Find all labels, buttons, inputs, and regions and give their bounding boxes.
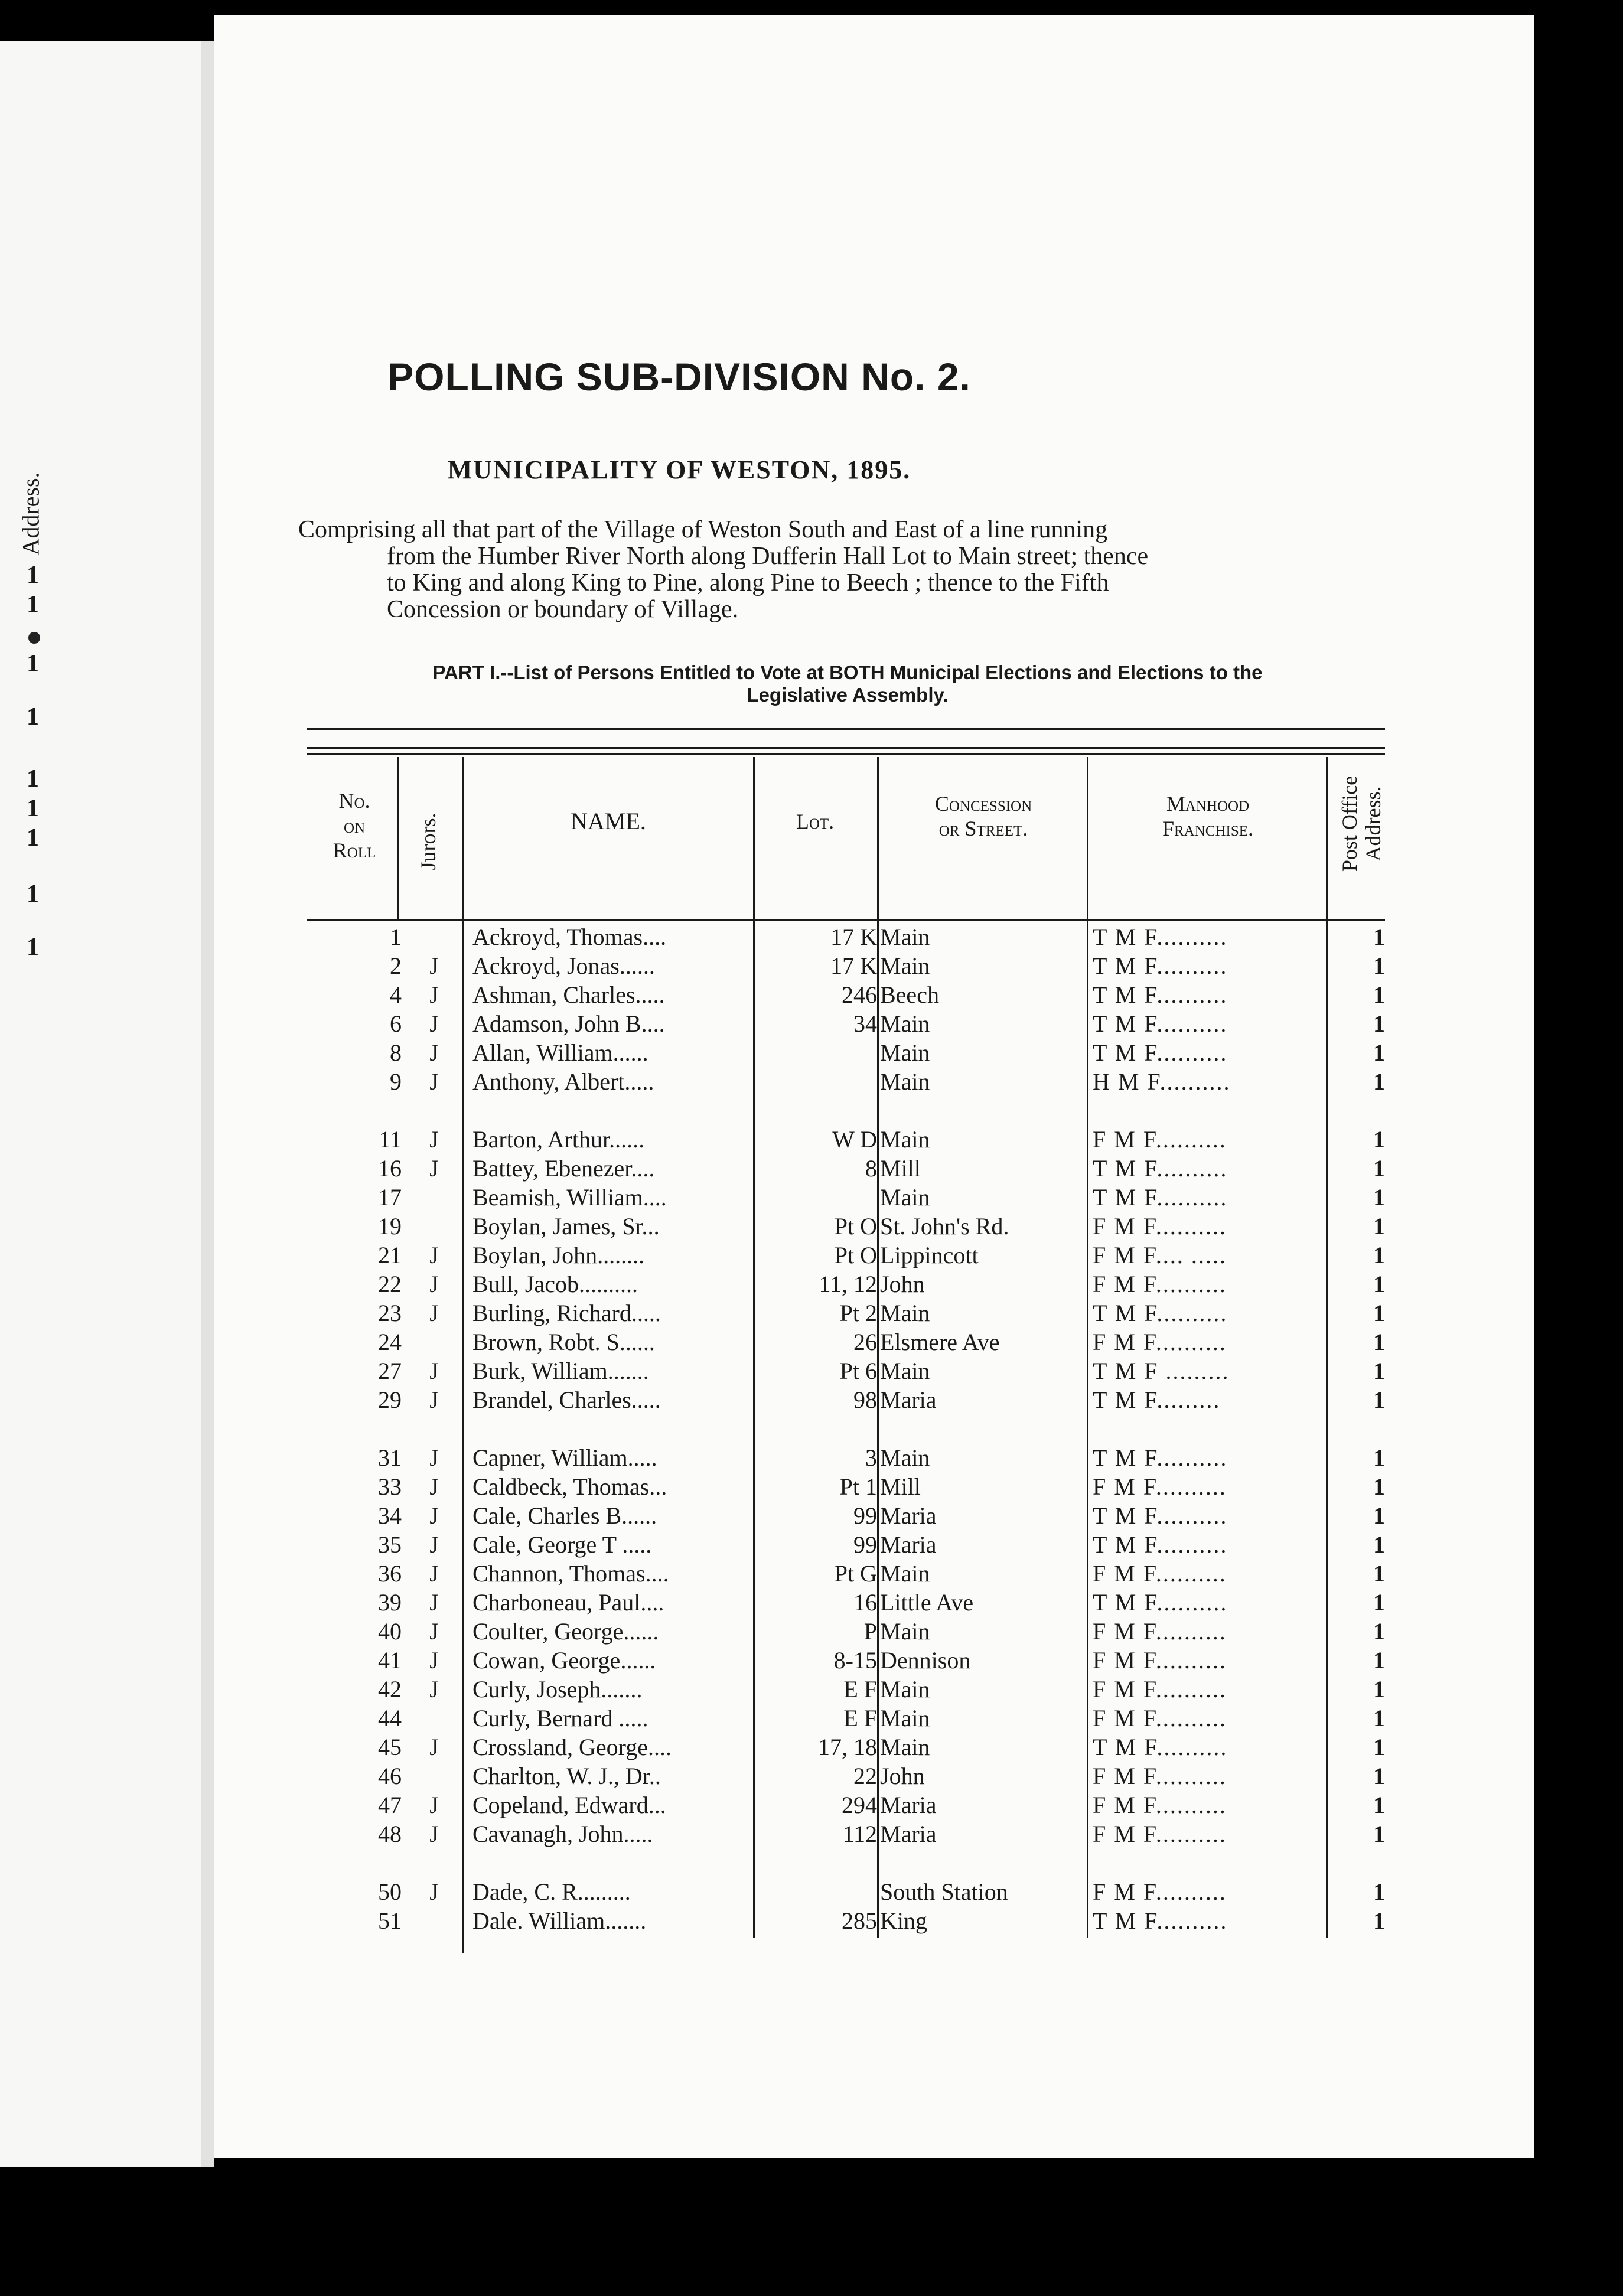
franchise-cell: F M F.......... bbox=[1093, 1329, 1227, 1355]
lot-cell: 22 bbox=[853, 1763, 877, 1789]
post-office-cell: 1 bbox=[1373, 924, 1385, 950]
street-cell: King bbox=[880, 1907, 927, 1934]
roll-number-cell: 9 bbox=[390, 1068, 402, 1095]
lot-cell: 8 bbox=[865, 1155, 877, 1182]
name-cell: Adamson, John B.... bbox=[472, 1010, 665, 1037]
juror-cell: J bbox=[429, 1734, 439, 1760]
table-top-rule bbox=[307, 728, 1385, 730]
page-title: POLLING SUB-DIVISION No. 2. bbox=[387, 355, 971, 399]
post-office-cell: 1 bbox=[1373, 1589, 1385, 1616]
franchise-cell: F M F.......... bbox=[1093, 1213, 1227, 1240]
name-cell: Allan, William...... bbox=[472, 1039, 648, 1066]
post-office-cell: 1 bbox=[1373, 1329, 1385, 1355]
street-cell: St. John's Rd. bbox=[880, 1213, 1009, 1240]
franchise-cell: F M F.......... bbox=[1093, 1878, 1227, 1905]
franchise-cell: T M F.......... bbox=[1093, 1300, 1228, 1326]
name-cell: Beamish, William.... bbox=[472, 1184, 667, 1211]
table-row bbox=[0, 1212, 1385, 1241]
lot-cell: 3 bbox=[865, 1444, 877, 1471]
street-cell: Main bbox=[880, 1444, 930, 1471]
lot-cell: 17 K bbox=[830, 953, 877, 979]
table-row bbox=[0, 1559, 1385, 1588]
table-row bbox=[0, 1067, 1385, 1096]
roll-number-cell: 17 bbox=[378, 1184, 402, 1211]
post-office-cell: 1 bbox=[1373, 1502, 1385, 1529]
juror-cell: J bbox=[429, 1647, 439, 1674]
name-cell: Curly, Joseph....... bbox=[472, 1676, 643, 1703]
lot-cell: 99 bbox=[853, 1531, 877, 1558]
roll-number-cell: 42 bbox=[378, 1676, 402, 1703]
name-cell: Burk, William....... bbox=[472, 1358, 649, 1384]
franchise-cell: F M F.......... bbox=[1093, 1126, 1227, 1153]
name-cell: Boylan, John........ bbox=[472, 1242, 645, 1268]
franchise-cell: F M F.......... bbox=[1093, 1763, 1227, 1789]
name-cell: Copeland, Edward... bbox=[472, 1792, 666, 1818]
roll-number-cell: 21 bbox=[378, 1242, 402, 1268]
post-office-cell: 1 bbox=[1373, 953, 1385, 979]
juror-cell: J bbox=[429, 1560, 439, 1587]
name-cell: Dale. William....... bbox=[472, 1907, 647, 1934]
name-cell: Cale, Charles B...... bbox=[472, 1502, 657, 1529]
table-row bbox=[0, 1270, 1385, 1299]
facing-page-number: 1 bbox=[27, 880, 39, 908]
col-header-no-on-roll: No. on Roll bbox=[333, 789, 376, 862]
table-row bbox=[0, 1906, 1385, 1935]
subdivision-description bbox=[298, 517, 1397, 623]
juror-cell: J bbox=[429, 1676, 439, 1703]
lot-cell: 99 bbox=[853, 1502, 877, 1529]
lot-cell: 16 bbox=[853, 1589, 877, 1616]
roll-number-cell: 29 bbox=[378, 1387, 402, 1413]
franchise-cell: T M F.......... bbox=[1093, 1184, 1228, 1211]
post-office-cell: 1 bbox=[1373, 1358, 1385, 1384]
franchise-cell: T M F.......... bbox=[1093, 1039, 1228, 1066]
facing-page-number: 1 bbox=[27, 703, 39, 730]
franchise-cell: F M F.......... bbox=[1093, 1676, 1227, 1703]
franchise-cell: T M F.......... bbox=[1093, 924, 1228, 950]
table-row bbox=[0, 1617, 1385, 1646]
juror-cell: J bbox=[429, 1473, 439, 1500]
facing-page-number: 1 bbox=[27, 562, 39, 589]
lot-cell: Pt 1 bbox=[839, 1473, 877, 1500]
lot-cell: Pt 2 bbox=[839, 1300, 877, 1326]
juror-cell: J bbox=[429, 1878, 439, 1905]
street-cell: Main bbox=[880, 1300, 930, 1326]
lot-cell: 285 bbox=[842, 1907, 877, 1934]
table-row bbox=[0, 1704, 1385, 1733]
post-office-cell: 1 bbox=[1373, 1444, 1385, 1471]
franchise-cell: F M F.......... bbox=[1093, 1647, 1227, 1674]
description-line: Concession or boundary of Village. bbox=[387, 596, 739, 623]
name-cell: Barton, Arthur...... bbox=[472, 1126, 645, 1153]
name-cell: Cale, George T ..... bbox=[472, 1531, 652, 1558]
roll-number-cell: 33 bbox=[378, 1473, 402, 1500]
col-header-post-office: Post Office Address. bbox=[1338, 775, 1385, 872]
roll-number-cell: 51 bbox=[378, 1907, 402, 1934]
lot-cell: 98 bbox=[853, 1387, 877, 1413]
post-office-cell: 1 bbox=[1373, 1126, 1385, 1153]
post-office-cell: 1 bbox=[1373, 1271, 1385, 1297]
juror-cell: J bbox=[429, 1068, 439, 1095]
table-row bbox=[0, 1125, 1385, 1154]
name-cell: Coulter, George...... bbox=[472, 1618, 659, 1645]
name-cell: Capner, William..... bbox=[472, 1444, 657, 1471]
table-row bbox=[0, 1530, 1385, 1559]
table-row bbox=[0, 1877, 1385, 1906]
roll-number-cell: 6 bbox=[390, 1010, 402, 1037]
franchise-cell: T M F.......... bbox=[1093, 981, 1228, 1008]
lot-cell: 294 bbox=[842, 1792, 877, 1818]
street-cell: Lippincott bbox=[880, 1242, 979, 1268]
table-row bbox=[0, 951, 1385, 980]
roll-number-cell: 1 bbox=[390, 924, 402, 950]
name-cell: Ashman, Charles..... bbox=[472, 981, 665, 1008]
col-header-franchise: Manhood Franchise. bbox=[1162, 792, 1254, 840]
table-row bbox=[0, 1819, 1385, 1848]
post-office-cell: 1 bbox=[1373, 981, 1385, 1008]
lot-cell: E F bbox=[843, 1676, 877, 1703]
post-office-cell: 1 bbox=[1373, 1242, 1385, 1268]
name-cell: Cavanagh, John..... bbox=[472, 1821, 653, 1847]
table-row bbox=[0, 1675, 1385, 1704]
juror-cell: J bbox=[429, 1618, 439, 1645]
franchise-cell: T M F.......... bbox=[1093, 1734, 1228, 1760]
street-cell: Main bbox=[880, 1560, 930, 1587]
lot-cell: 17, 18 bbox=[818, 1734, 877, 1760]
post-office-cell: 1 bbox=[1373, 1184, 1385, 1211]
juror-cell: J bbox=[429, 1155, 439, 1182]
name-cell: Brown, Robt. S...... bbox=[472, 1329, 655, 1355]
lot-cell: Pt G bbox=[834, 1560, 877, 1587]
street-cell: Main bbox=[880, 1358, 930, 1384]
juror-cell: J bbox=[429, 1792, 439, 1818]
name-cell: Bull, Jacob.......... bbox=[472, 1271, 638, 1297]
table-row bbox=[0, 1501, 1385, 1530]
street-cell: Main bbox=[880, 1734, 930, 1760]
lot-cell: 246 bbox=[842, 981, 877, 1008]
post-office-cell: 1 bbox=[1373, 1647, 1385, 1674]
column-divider bbox=[397, 757, 399, 919]
name-cell: Curly, Bernard ..... bbox=[472, 1705, 648, 1731]
post-office-cell: 1 bbox=[1373, 1213, 1385, 1240]
street-cell: Elsmere Ave bbox=[880, 1329, 1000, 1355]
post-office-cell: 1 bbox=[1373, 1705, 1385, 1731]
post-office-cell: 1 bbox=[1373, 1300, 1385, 1326]
roll-number-cell: 44 bbox=[378, 1705, 402, 1731]
roll-number-cell: 40 bbox=[378, 1618, 402, 1645]
ink-blot bbox=[28, 632, 40, 644]
table-row bbox=[0, 1299, 1385, 1328]
juror-cell: J bbox=[429, 1589, 439, 1616]
lot-cell: 26 bbox=[853, 1329, 877, 1355]
post-office-cell: 1 bbox=[1373, 1821, 1385, 1847]
header-bottom-rule bbox=[307, 919, 1385, 921]
table-top-rule bbox=[307, 747, 1385, 749]
roll-number-cell: 50 bbox=[378, 1878, 402, 1905]
table-row bbox=[0, 1241, 1385, 1270]
juror-cell: J bbox=[429, 953, 439, 979]
table-row bbox=[0, 1328, 1385, 1356]
roll-number-cell: 46 bbox=[378, 1763, 402, 1789]
franchise-cell: T M F.......... bbox=[1093, 1531, 1228, 1558]
name-cell: Crossland, George.... bbox=[472, 1734, 672, 1760]
post-office-cell: 1 bbox=[1373, 1473, 1385, 1500]
roll-number-cell: 39 bbox=[378, 1589, 402, 1616]
street-cell: Main bbox=[880, 1618, 930, 1645]
roll-number-cell: 23 bbox=[378, 1300, 402, 1326]
roll-number-cell: 22 bbox=[378, 1271, 402, 1297]
street-cell: Little Ave bbox=[880, 1589, 974, 1616]
post-office-cell: 1 bbox=[1373, 1387, 1385, 1413]
street-cell: Maria bbox=[880, 1502, 937, 1529]
juror-cell: J bbox=[429, 1821, 439, 1847]
table-row bbox=[0, 922, 1385, 951]
street-cell: Maria bbox=[880, 1387, 937, 1413]
table-row bbox=[0, 1009, 1385, 1038]
street-cell: John bbox=[880, 1271, 925, 1297]
post-office-cell: 1 bbox=[1373, 1068, 1385, 1095]
roll-number-cell: 19 bbox=[378, 1213, 402, 1240]
roll-number-cell: 24 bbox=[378, 1329, 402, 1355]
facing-page-number: 1 bbox=[27, 591, 39, 618]
name-cell: Burling, Richard..... bbox=[472, 1300, 661, 1326]
lot-cell: P bbox=[863, 1618, 877, 1645]
street-cell: Main bbox=[880, 1010, 930, 1037]
facing-page-number: 1 bbox=[27, 765, 39, 792]
street-cell: Mill bbox=[880, 1473, 921, 1500]
street-cell: Dennison bbox=[880, 1647, 971, 1674]
roll-number-cell: 16 bbox=[378, 1155, 402, 1182]
lot-cell: Pt O bbox=[834, 1242, 877, 1268]
franchise-cell: T M F.......... bbox=[1093, 1589, 1228, 1616]
street-cell: Main bbox=[880, 953, 930, 979]
street-cell: Main bbox=[880, 1184, 930, 1211]
franchise-cell: F M F.......... bbox=[1093, 1618, 1227, 1645]
roll-number-cell: 8 bbox=[390, 1039, 402, 1066]
col-header-lot: Lot. bbox=[796, 810, 835, 833]
roll-number-cell: 34 bbox=[378, 1502, 402, 1529]
juror-cell: J bbox=[429, 981, 439, 1008]
franchise-cell: H M F.......... bbox=[1093, 1068, 1231, 1095]
franchise-cell: T M F.......... bbox=[1093, 1155, 1228, 1182]
roll-number-cell: 27 bbox=[378, 1358, 402, 1384]
juror-cell: J bbox=[429, 1502, 439, 1529]
franchise-cell: T M F.......... bbox=[1093, 953, 1228, 979]
street-cell: Maria bbox=[880, 1531, 937, 1558]
name-cell: Anthony, Albert..... bbox=[472, 1068, 654, 1095]
name-cell: Dade, C. R......... bbox=[472, 1878, 631, 1905]
franchise-cell: T M F.......... bbox=[1093, 1907, 1228, 1934]
post-office-cell: 1 bbox=[1373, 1010, 1385, 1037]
roll-number-cell: 45 bbox=[378, 1734, 402, 1760]
franchise-cell: T M F......... bbox=[1093, 1387, 1221, 1413]
post-office-cell: 1 bbox=[1373, 1676, 1385, 1703]
franchise-cell: F M F.......... bbox=[1093, 1792, 1227, 1818]
lot-cell: 34 bbox=[853, 1010, 877, 1037]
lot-cell: 112 bbox=[842, 1821, 877, 1847]
table-row bbox=[0, 1762, 1385, 1791]
post-office-cell: 1 bbox=[1373, 1763, 1385, 1789]
post-office-cell: 1 bbox=[1373, 1618, 1385, 1645]
table-row bbox=[0, 1183, 1385, 1212]
juror-cell: J bbox=[429, 1387, 439, 1413]
col-header-jurors: Jurors. bbox=[416, 813, 440, 870]
roll-number-cell: 41 bbox=[378, 1647, 402, 1674]
part-heading bbox=[298, 661, 1397, 706]
roll-number-cell: 36 bbox=[378, 1560, 402, 1587]
name-cell: Charlton, W. J., Dr.. bbox=[472, 1763, 661, 1789]
name-cell: Ackroyd, Jonas...... bbox=[472, 953, 655, 979]
street-cell: John bbox=[880, 1763, 925, 1789]
table-row bbox=[0, 1588, 1385, 1617]
facing-page-number: 1 bbox=[27, 934, 39, 961]
street-cell: Mill bbox=[880, 1155, 921, 1182]
franchise-cell: F M F.... ..... bbox=[1093, 1242, 1227, 1268]
juror-cell: J bbox=[429, 1358, 439, 1384]
franchise-cell: T M F.......... bbox=[1093, 1444, 1228, 1471]
post-office-cell: 1 bbox=[1373, 1155, 1385, 1182]
juror-cell: J bbox=[429, 1300, 439, 1326]
description-line: to King and along King to Pine, along Pine to Beech ; thence to the Fifth bbox=[387, 569, 1109, 596]
juror-cell: J bbox=[429, 1010, 439, 1037]
name-cell: Brandel, Charles..... bbox=[472, 1387, 661, 1413]
table-top-rule bbox=[307, 753, 1385, 755]
roll-number-cell: 47 bbox=[378, 1792, 402, 1818]
page-subtitle: MUNICIPALITY OF WESTON, 1895. bbox=[447, 455, 911, 484]
table-row bbox=[0, 1038, 1385, 1067]
post-office-cell: 1 bbox=[1373, 1792, 1385, 1818]
street-cell: Maria bbox=[880, 1792, 937, 1818]
juror-cell: J bbox=[429, 1242, 439, 1268]
street-cell: Main bbox=[880, 1039, 930, 1066]
facing-page-number: 1 bbox=[27, 824, 39, 852]
table-row bbox=[0, 1472, 1385, 1501]
description-line: from the Humber River North along Dufferin Hall Lot to Main street; thence bbox=[387, 543, 1149, 570]
table-row bbox=[0, 1443, 1385, 1472]
lot-cell: Pt O bbox=[834, 1213, 877, 1240]
facing-page-number: 1 bbox=[27, 650, 39, 677]
name-cell: Cowan, George...... bbox=[472, 1647, 656, 1674]
name-cell: Battey, Ebenezer.... bbox=[472, 1155, 655, 1182]
franchise-cell: F M F.......... bbox=[1093, 1821, 1227, 1847]
roll-number-cell: 11 bbox=[379, 1126, 402, 1153]
post-office-cell: 1 bbox=[1373, 1907, 1385, 1934]
lot-cell: W D bbox=[832, 1126, 877, 1153]
name-cell: Ackroyd, Thomas.... bbox=[472, 924, 667, 950]
street-cell: Main bbox=[880, 1676, 930, 1703]
roll-number-cell: 2 bbox=[390, 953, 402, 979]
col-header-street: Concession or Street. bbox=[934, 792, 1032, 840]
franchise-cell: T M F ......... bbox=[1093, 1358, 1230, 1384]
juror-cell: J bbox=[429, 1271, 439, 1297]
roll-number-cell: 4 bbox=[390, 981, 402, 1008]
street-cell: Beech bbox=[880, 981, 939, 1008]
part-heading-line: PART I.--List of Persons Entitled to Vote at BOTH Municipal Elections and Elections to the bbox=[432, 661, 1263, 683]
part-heading-line: Legislative Assembly. bbox=[747, 684, 949, 706]
franchise-cell: T M F.......... bbox=[1093, 1502, 1228, 1529]
facing-page-header: Address. bbox=[17, 472, 44, 556]
post-office-cell: 1 bbox=[1373, 1039, 1385, 1066]
name-cell: Caldbeck, Thomas... bbox=[472, 1473, 667, 1500]
street-cell: Maria bbox=[880, 1821, 937, 1847]
roll-number-cell: 31 bbox=[378, 1444, 402, 1471]
post-office-cell: 1 bbox=[1373, 1560, 1385, 1587]
post-office-cell: 1 bbox=[1373, 1878, 1385, 1905]
name-cell: Channon, Thomas.... bbox=[472, 1560, 669, 1587]
franchise-cell: F M F.......... bbox=[1093, 1560, 1227, 1587]
franchise-cell: T M F.......... bbox=[1093, 1010, 1228, 1037]
street-cell: Main bbox=[880, 1068, 930, 1095]
table-row bbox=[0, 1733, 1385, 1762]
lot-cell: 8-15 bbox=[833, 1647, 877, 1674]
facing-page-number: 1 bbox=[27, 795, 39, 822]
table-row bbox=[0, 1646, 1385, 1675]
roll-number-cell: 35 bbox=[378, 1531, 402, 1558]
table-row bbox=[0, 1385, 1385, 1414]
lot-cell: 11, 12 bbox=[819, 1271, 877, 1297]
franchise-cell: F M F.......... bbox=[1093, 1473, 1227, 1500]
juror-cell: J bbox=[429, 1531, 439, 1558]
roll-number-cell: 48 bbox=[378, 1821, 402, 1847]
name-cell: Charboneau, Paul.... bbox=[472, 1589, 664, 1616]
description-line: Comprising all that part of the Village of Weston South and East of a line running bbox=[298, 516, 1108, 543]
juror-cell: J bbox=[429, 1444, 439, 1471]
street-cell: Main bbox=[880, 924, 930, 950]
lot-cell: Pt 6 bbox=[839, 1358, 877, 1384]
franchise-cell: F M F.......... bbox=[1093, 1705, 1227, 1731]
table-row bbox=[0, 1154, 1385, 1183]
street-cell: South Station bbox=[880, 1878, 1008, 1905]
col-header-name: NAME. bbox=[571, 808, 646, 834]
post-office-cell: 1 bbox=[1373, 1734, 1385, 1760]
street-cell: Main bbox=[880, 1705, 930, 1731]
post-office-cell: 1 bbox=[1373, 1531, 1385, 1558]
lot-cell: 17 K bbox=[830, 924, 877, 950]
street-cell: Main bbox=[880, 1126, 930, 1153]
table-row bbox=[0, 1356, 1385, 1385]
juror-cell: J bbox=[429, 1039, 439, 1066]
juror-cell: J bbox=[429, 1126, 439, 1153]
table-row bbox=[0, 1791, 1385, 1819]
name-cell: Boylan, James, Sr... bbox=[472, 1213, 660, 1240]
lot-cell: E F bbox=[843, 1705, 877, 1731]
franchise-cell: F M F.......... bbox=[1093, 1271, 1227, 1297]
table-row bbox=[0, 980, 1385, 1009]
